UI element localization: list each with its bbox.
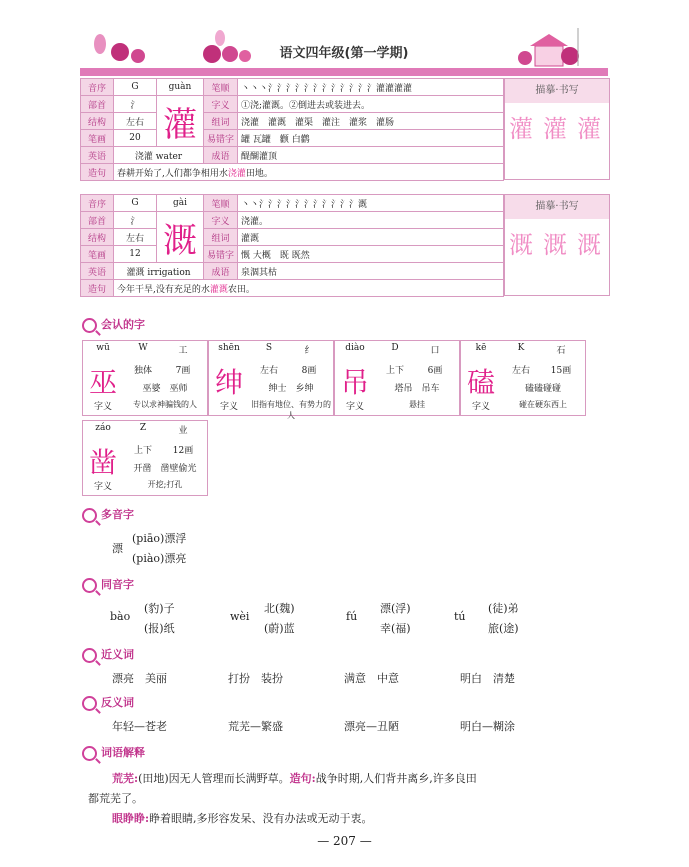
stroke-count: 7画: [175, 366, 191, 376]
homophone-pinyin: wèi: [230, 610, 250, 623]
label: 结构: [81, 113, 114, 130]
sentence-text: 春耕开始了,人们都争相用水: [117, 168, 228, 179]
section-title: 词语解释: [101, 746, 145, 759]
main-character: 绅: [215, 366, 244, 399]
homophone-pinyin: fú: [346, 610, 358, 623]
example: 战争时期,人们背井离乡,许多良田: [315, 772, 477, 785]
stroke-count: 12: [114, 246, 157, 263]
page-number: — 207 —: [317, 834, 372, 848]
antonym-pair: 荒芜—繁盛: [228, 720, 283, 733]
antonym-pair: 明白—糊涂: [460, 720, 515, 733]
label: 英语: [81, 147, 114, 164]
example-sentence: [114, 280, 504, 297]
label: 笔画: [81, 246, 114, 263]
radical: 氵: [114, 212, 157, 229]
polyphone-char: 漂: [112, 542, 123, 555]
synonym-pair: 打扮 装扮: [228, 672, 283, 685]
yinxu: G: [114, 79, 157, 96]
label: 造句: [81, 280, 114, 297]
word-group: 灌溉: [238, 229, 504, 246]
char-card: [208, 340, 334, 420]
pinyin: záo: [95, 423, 111, 433]
meaning: 碰在硬东西上: [519, 400, 567, 409]
sentence-highlight: 浇灌: [227, 168, 246, 179]
homophone-word: 北(魏): [264, 602, 295, 615]
sentence-highlight: 灌溉: [209, 284, 228, 295]
idiom: 醍醐灌顶: [238, 147, 504, 164]
pinyin: gài: [157, 195, 204, 212]
homophone-pinyin: tú: [454, 610, 466, 623]
section-title: 多音字: [101, 508, 134, 521]
stroke-count: 8画: [301, 366, 317, 376]
confusable: 慨 大概 既 既然: [238, 246, 504, 263]
homophone-word: (蔚)蓝: [264, 622, 295, 635]
sentence-text: 今年干旱,没有充足的水: [117, 284, 210, 295]
section-title: 近义词: [101, 648, 134, 661]
radical: 工: [178, 346, 188, 356]
label: 字义: [204, 212, 238, 229]
word-group: 绅士 乡绅: [268, 384, 314, 394]
word-group: 磕磕碰碰: [524, 384, 561, 394]
trace-box: [504, 78, 610, 180]
structure: 左右: [114, 229, 157, 246]
polyphone-reading: (piāo)漂浮: [132, 532, 187, 545]
structure: 上下: [385, 366, 404, 376]
label: 部首: [81, 96, 114, 113]
magnifier-icon: [82, 696, 97, 711]
antonym-pair: 年轻—苍老: [112, 720, 167, 733]
pinyin: kē: [475, 343, 487, 353]
section-huiren: [82, 316, 145, 333]
magnifier-icon: [82, 578, 97, 593]
confusable: 罐 瓦罐 颧 白鹳: [238, 130, 504, 147]
main-character: 灌: [157, 96, 204, 147]
label: 笔顺: [204, 195, 238, 212]
trace-char: 溉: [543, 231, 567, 259]
page-header: [80, 20, 608, 80]
trace-char: 溉: [509, 231, 533, 259]
magnifier-icon: [82, 318, 97, 333]
yinxu: Z: [139, 423, 147, 433]
label: 造句: [81, 164, 114, 181]
trace-char: 灌: [543, 115, 567, 143]
trace-char: 灌: [577, 115, 601, 143]
char-card: [460, 340, 586, 416]
label: 音序: [81, 195, 114, 212]
meaning-label: 字义: [93, 482, 112, 492]
yinxu: G: [114, 195, 157, 212]
label: 易错字: [204, 246, 238, 263]
stroke-count: 6画: [427, 366, 443, 376]
word-group: 塔吊 吊车: [394, 384, 440, 394]
pinyin: shēn: [218, 343, 240, 353]
homophone-word: (豹)子: [144, 602, 175, 615]
section-fanyi: [82, 694, 134, 711]
definition: 睁着眼睛,多形容发呆、没有办法或无动于衷。: [149, 812, 373, 825]
char-card: [334, 340, 460, 416]
stroke-order: 丶丶丶氵氵氵氵氵氵氵氵氵氵氵氵灌灌灌灌: [238, 79, 504, 96]
meaning: 专以求神骗钱的人: [133, 400, 197, 409]
label: 音序: [81, 79, 114, 96]
label: 部首: [81, 212, 114, 229]
pinyin: wū: [96, 343, 110, 353]
magnifier-icon: [82, 508, 97, 523]
sentence-text: 农田。: [227, 284, 255, 295]
label: 笔顺: [204, 79, 238, 96]
label: 组词: [204, 229, 238, 246]
stroke-count: 20: [114, 130, 157, 147]
meaning: ①浇;灌溉。②倒进去或装进去。: [238, 96, 504, 113]
trace-label: 描摹·书写: [505, 79, 609, 103]
main-character: 巫: [89, 366, 118, 399]
main-character: 磕: [467, 366, 496, 399]
definition-2: [112, 810, 612, 826]
label: 字义: [204, 96, 238, 113]
label: 成语: [204, 147, 238, 164]
radical: 纟: [304, 346, 314, 356]
structure: 上下: [133, 446, 152, 456]
trace-char: 溉: [577, 231, 601, 259]
yinxu: K: [517, 343, 525, 353]
meaning: 悬挂: [409, 400, 425, 409]
section-tongyin: [82, 576, 134, 593]
page-title: 语文四年级(第一学期): [279, 46, 409, 61]
trace-char: 灌: [509, 115, 533, 143]
example-label: 造句:: [289, 772, 316, 785]
section-jieshi: [82, 744, 145, 761]
word-group: 开凿 凿壁偷光: [133, 464, 197, 474]
term: 荒芜:: [112, 772, 139, 785]
label: 笔画: [81, 130, 114, 147]
homophone-word: (报)纸: [144, 622, 175, 635]
homophone-word: 幸(福): [380, 622, 411, 635]
radical: 口: [430, 346, 440, 356]
synonym-pair: 漂亮 美丽: [112, 672, 167, 685]
yinxu: S: [265, 343, 273, 353]
stroke-count: 12画: [172, 446, 194, 456]
stroke-count: 15画: [550, 366, 572, 376]
polyphone-reading: (piào)漂亮: [132, 552, 187, 565]
magnifier-icon: [82, 648, 97, 663]
idiom: 泉涸其枯: [238, 263, 504, 280]
char-card: [82, 340, 208, 416]
trace-box: [504, 194, 610, 296]
meaning: 开挖;打孔: [147, 480, 183, 489]
structure: 独体: [133, 366, 152, 376]
structure: 左右: [511, 366, 530, 376]
english: 浇灌 water: [114, 147, 204, 164]
yinxu: W: [138, 343, 148, 353]
pinyin: guàn: [157, 79, 204, 96]
radical: 氵: [114, 96, 157, 113]
main-character: 吊: [341, 366, 370, 399]
word-group: 巫婆 巫师: [142, 384, 188, 394]
pinyin: diào: [345, 343, 365, 353]
meaning: 浇灌。: [238, 212, 504, 229]
homophone-word: 漂(浮): [380, 602, 411, 615]
section-title: 同音字: [101, 578, 134, 591]
synonym-pair: 满意 中意: [344, 672, 399, 685]
homophone-word: 旅(途): [488, 622, 519, 635]
trace-label: 描摹·书写: [505, 195, 609, 219]
main-character: 溉: [157, 212, 204, 263]
homophone-word: (徒)弟: [488, 602, 519, 615]
radical: 石: [556, 346, 566, 356]
synonym-pair: 明白 清楚: [460, 672, 515, 685]
meaning-label: 字义: [93, 402, 112, 412]
word-card-guan: [80, 78, 504, 181]
example-sentence: [114, 164, 504, 181]
meaning-label: 字义: [471, 402, 490, 412]
structure: 左右: [259, 366, 278, 376]
definition-1: [112, 770, 612, 786]
sentence-text: 田地。: [245, 168, 273, 179]
term: 眼睁睁:: [112, 812, 150, 825]
section-jinyi: [82, 646, 134, 663]
english: 灌溉 irrigation: [114, 263, 204, 280]
label: 易错字: [204, 130, 238, 147]
char-card: [82, 420, 208, 496]
main-character: 凿: [89, 446, 118, 479]
label: 结构: [81, 229, 114, 246]
section-duoyin: [82, 506, 134, 523]
word-group: 浇灌 灌溉 灌渠 灌注 灌浆 灌肠: [238, 113, 504, 130]
meaning: 旧指有地位、有势力的人: [251, 400, 331, 420]
magnifier-icon: [82, 746, 97, 761]
label: 英语: [81, 263, 114, 280]
section-title: 会认的字: [101, 318, 145, 331]
homophone-pinyin: bào: [110, 610, 131, 623]
definition: (田地)因无人管理而长满野草。: [138, 772, 290, 785]
label: 成语: [204, 263, 238, 280]
word-card-gai: [80, 194, 504, 297]
radical: 业: [178, 426, 188, 436]
structure: 左右: [114, 113, 157, 130]
yinxu: D: [391, 343, 399, 353]
label: 组词: [204, 113, 238, 130]
section-title: 反义词: [101, 696, 134, 709]
antonym-pair: 漂亮—丑陋: [344, 720, 399, 733]
definition-1-cont: 都荒芜了。: [88, 792, 143, 805]
meaning-label: 字义: [345, 402, 364, 412]
stroke-order: 丶丶氵氵氵氵氵氵氵氵氵氵氵溉: [238, 195, 504, 212]
meaning-label: 字义: [219, 402, 238, 412]
